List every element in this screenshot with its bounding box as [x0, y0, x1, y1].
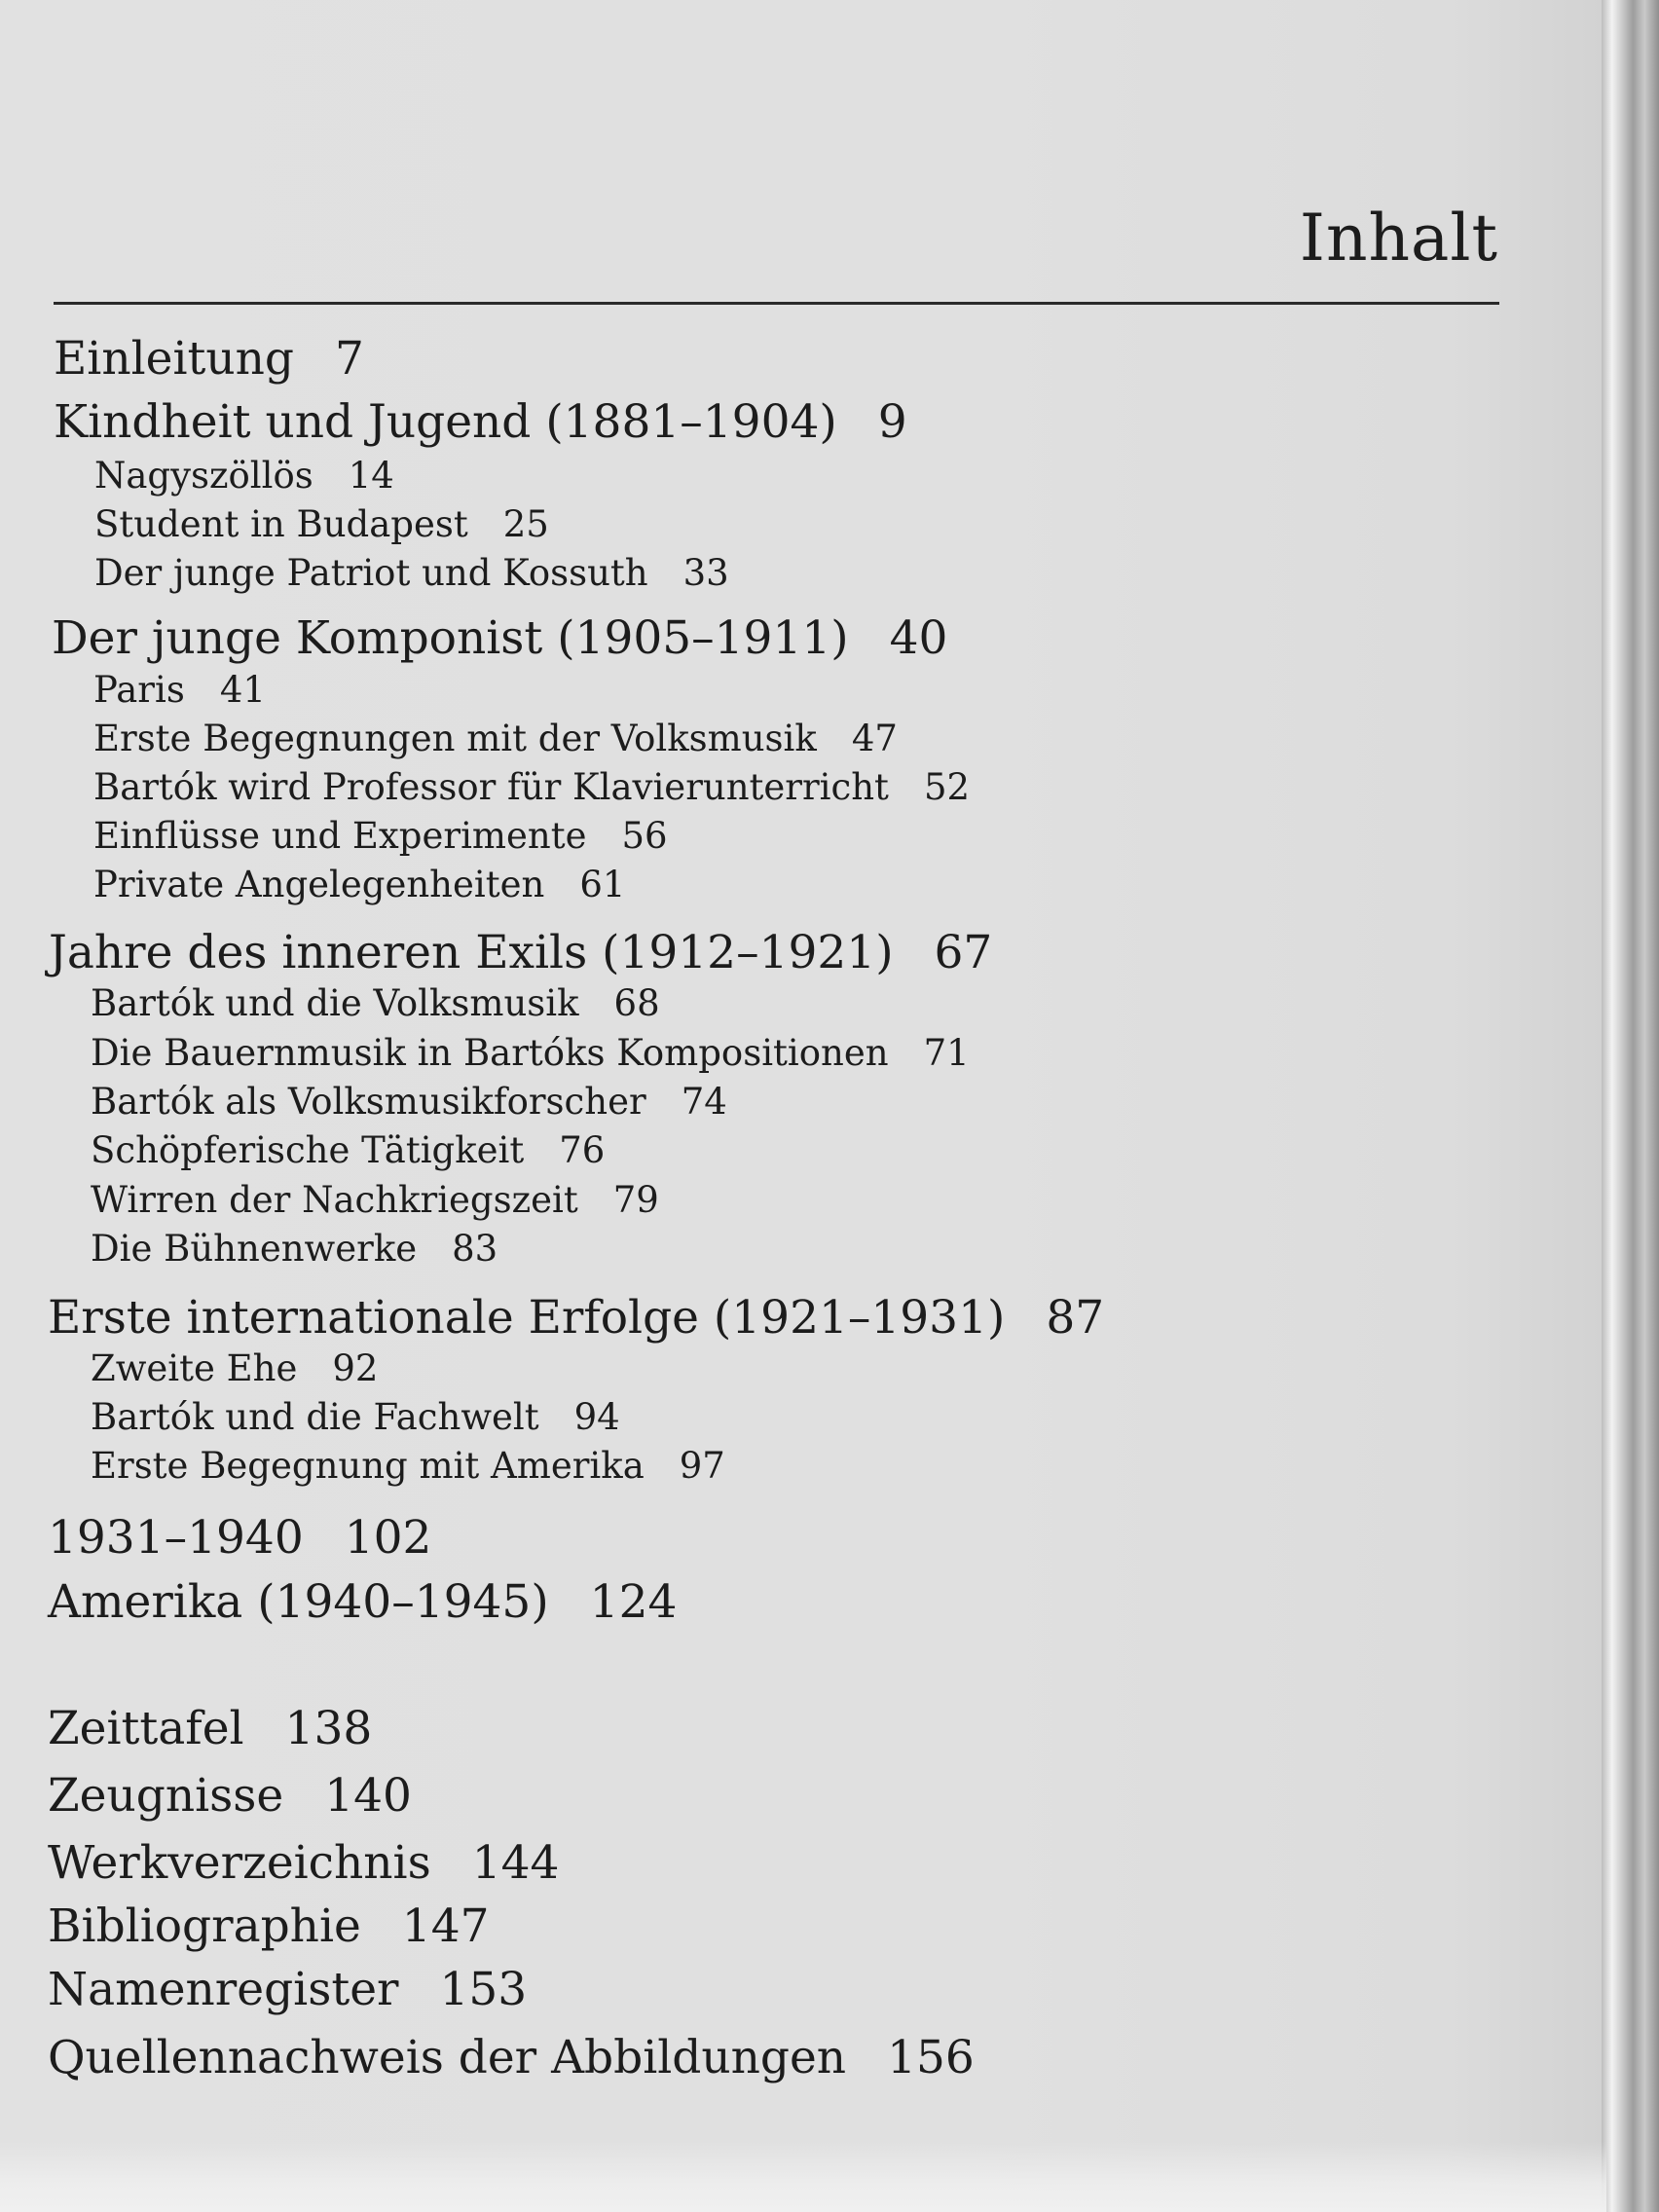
toc-entry-title: Amerika (1940–1945) — [48, 1575, 549, 1629]
toc-entry-title: Bartók wird Professor für Klavierunterricht — [93, 766, 889, 808]
toc-chapter-entry — [48, 1899, 490, 1953]
toc-page-number: 124 — [589, 1575, 678, 1629]
toc-section-entry — [94, 455, 394, 497]
toc-page-number: 92 — [332, 1347, 379, 1389]
toc-entry-title: Zeugnisse — [48, 1769, 284, 1823]
toc-entry-title: Der junge Patriot und Kossuth — [94, 552, 648, 594]
toc-page-number: 97 — [679, 1445, 725, 1487]
toc-page-number: 9 — [877, 395, 907, 449]
toc-chapter-entry — [49, 926, 993, 979]
toc-section-entry — [91, 1129, 606, 1171]
toc-page-number: 61 — [579, 864, 626, 905]
toc-section-entry — [91, 1347, 379, 1389]
toc-entry-title: Die Bühnenwerke — [91, 1228, 418, 1270]
toc-page-number: 140 — [324, 1769, 412, 1823]
toc-chapter-entry — [48, 1511, 432, 1565]
toc-page-number: 14 — [348, 455, 394, 497]
page-title: Inhalt — [1299, 201, 1498, 276]
toc-chapter-entry — [48, 2031, 975, 2084]
toc-entry-title: Schöpferische Tätigkeit — [91, 1129, 525, 1171]
toc-entry-title: Einleitung — [54, 332, 295, 386]
toc-entry-title: Jahre des inneren Exils (1912–1921) — [49, 926, 894, 979]
toc-page-number: 144 — [471, 1836, 560, 1890]
toc-page-number: 68 — [613, 982, 660, 1024]
toc-section-entry — [94, 503, 549, 545]
toc-section-entry — [94, 552, 729, 594]
toc-section-entry — [91, 1396, 620, 1438]
toc-page-number: 76 — [559, 1129, 606, 1171]
toc-section-entry — [93, 866, 625, 903]
toc-page-number: 74 — [681, 1081, 727, 1123]
toc-page-number: 102 — [344, 1511, 432, 1565]
toc-entry-title: Zweite Ehe — [91, 1347, 298, 1389]
toc-chapter-entry — [48, 1291, 1105, 1345]
toc-entry-title: Namenregister — [48, 1963, 399, 2016]
toc-entry-title: Wirren der Nachkriegszeit — [91, 1179, 578, 1221]
toc-page-number: 156 — [887, 2031, 975, 2084]
toc-section-entry — [91, 1445, 725, 1487]
toc-page-number: 79 — [612, 1179, 659, 1221]
toc-section-entry — [93, 815, 668, 857]
toc-entry-title: Kindheit und Jugend (1881–1904) — [54, 395, 837, 449]
toc-entry-title: Die Bauernmusik in Bartóks Kompositionen — [91, 1032, 889, 1074]
toc-entry-title: Zeittafel — [48, 1702, 244, 1755]
toc-page-number: 87 — [1046, 1291, 1105, 1345]
toc-chapter-entry — [48, 1702, 373, 1755]
toc-entry-title: Bibliographie — [48, 1899, 361, 1953]
toc-page-number: 71 — [923, 1032, 970, 1074]
toc-chapter-entry — [48, 1836, 560, 1890]
toc-page-number: 41 — [219, 669, 266, 711]
toc-page-number: 33 — [682, 552, 729, 594]
toc-entry-title: Paris — [93, 669, 185, 711]
page-edge — [1602, 0, 1659, 2212]
toc-entry-title: Bartók und die Volksmusik — [91, 982, 579, 1024]
toc-page-number: 56 — [621, 815, 668, 857]
toc-page-number: 147 — [401, 1899, 490, 1953]
toc-section-entry — [91, 1179, 659, 1221]
toc-entry-title: Werkverzeichnis — [48, 1836, 431, 1890]
toc-entry-title: Bartók als Volksmusikforscher — [91, 1081, 646, 1123]
toc-entry-title: Private Angelegenheiten — [93, 864, 545, 905]
toc-chapter-entry — [48, 1575, 678, 1629]
toc-page-number: 94 — [573, 1396, 620, 1438]
toc-page-number: 40 — [889, 611, 948, 665]
toc-section-entry — [93, 669, 266, 711]
toc-section-entry — [91, 982, 660, 1024]
toc-entry-title: Nagyszöllös — [94, 455, 313, 497]
toc-chapter-entry — [54, 395, 907, 449]
toc-entry-title: Einflüsse und Experimente — [93, 815, 587, 857]
toc-page-number: 153 — [439, 1963, 528, 2016]
toc-page-number: 52 — [923, 766, 971, 808]
toc-entry-title: Erste Begegnung mit Amerika — [91, 1445, 645, 1487]
toc-entry-title: Bartók und die Fachwelt — [91, 1396, 539, 1438]
toc-chapter-entry — [52, 611, 948, 665]
toc-section-entry — [91, 1228, 498, 1270]
toc-chapter-entry — [48, 1769, 412, 1823]
toc-page-number: 47 — [851, 718, 898, 759]
toc-section-entry — [93, 766, 971, 808]
toc-entry-title: Erste Begegnungen mit der Volksmusik — [93, 718, 817, 759]
toc-section-entry — [91, 1081, 727, 1123]
toc-entry-title: Erste internationale Erfolge (1921–1931) — [48, 1291, 1006, 1345]
toc-page-number: 83 — [452, 1228, 498, 1270]
toc-entry-title: Quellennachweis der Abbildungen — [48, 2031, 847, 2084]
toc-section-entry — [91, 1032, 970, 1074]
toc-page-number: 138 — [284, 1702, 373, 1755]
toc-chapter-entry — [48, 1963, 528, 2016]
toc-section-entry — [93, 718, 898, 759]
toc-page-number: 67 — [934, 926, 993, 979]
toc-entry-title: Der junge Komponist (1905–1911) — [52, 611, 849, 665]
toc-page-number: 25 — [502, 503, 549, 545]
toc-chapter-entry — [54, 332, 364, 386]
toc-entry-title: Student in Budapest — [94, 503, 468, 545]
toc-page-number: 7 — [335, 332, 364, 386]
toc-entry-title: 1931–1940 — [48, 1511, 304, 1565]
